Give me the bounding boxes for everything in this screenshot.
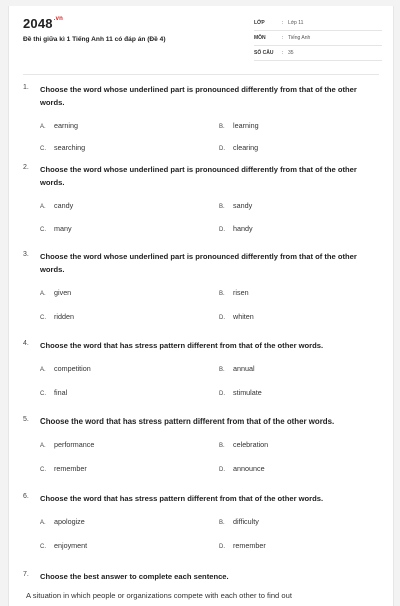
question-number: 1. bbox=[23, 84, 29, 91]
option-text: enjoyment bbox=[54, 541, 88, 550]
option-d[interactable] bbox=[219, 143, 258, 152]
option-b[interactable] bbox=[219, 121, 259, 130]
option-text: competition bbox=[54, 364, 91, 373]
option-d[interactable] bbox=[219, 541, 266, 550]
option-c[interactable] bbox=[40, 312, 74, 321]
question-text: Choose the word that has stress pattern different from that of the other words. bbox=[40, 341, 324, 350]
option-letter: B. bbox=[219, 124, 225, 130]
exam-meta bbox=[254, 16, 382, 61]
option-text: candy bbox=[54, 201, 74, 210]
option-letter: C. bbox=[40, 227, 46, 233]
exam-title: Đề thi giữa kì 1 Tiếng Anh 11 có đáp án (Đề 4) bbox=[23, 36, 166, 43]
header-divider bbox=[23, 74, 379, 75]
option-text: many bbox=[54, 224, 72, 233]
meta-count-row bbox=[254, 46, 382, 61]
option-b[interactable] bbox=[219, 364, 255, 373]
option-text: earning bbox=[54, 121, 78, 130]
option-text: celebration bbox=[233, 440, 269, 449]
option-a[interactable] bbox=[40, 440, 94, 449]
option-b[interactable] bbox=[219, 288, 249, 297]
option-text: final bbox=[54, 388, 68, 397]
option-letter: C. bbox=[40, 391, 46, 397]
meta-label: LỚP bbox=[254, 20, 265, 26]
option-text: stimulate bbox=[233, 388, 262, 397]
option-a[interactable] bbox=[40, 201, 73, 210]
question-text: Choose the word that has stress pattern different from that of the other words. bbox=[40, 417, 335, 426]
option-b[interactable] bbox=[219, 201, 252, 210]
option-letter: D. bbox=[219, 227, 225, 233]
option-a[interactable] bbox=[40, 121, 78, 130]
option-text: difficulty bbox=[233, 517, 259, 526]
option-c[interactable] bbox=[40, 388, 67, 397]
meta-subject-row bbox=[254, 31, 382, 46]
option-d[interactable] bbox=[219, 464, 265, 473]
option-letter: D. bbox=[219, 391, 225, 397]
option-text: given bbox=[54, 288, 72, 297]
option-letter: D. bbox=[219, 146, 225, 152]
option-d[interactable] bbox=[219, 388, 262, 397]
option-letter: D. bbox=[219, 544, 225, 550]
option-letter: A. bbox=[40, 124, 46, 130]
question-text: Choose the word that has stress pattern different from that of the other words. bbox=[40, 494, 324, 503]
exam-header bbox=[9, 6, 393, 68]
question-text: Choose the word whose underlined part is pronounced differently from that of the other words. bbox=[40, 165, 357, 187]
option-text: performance bbox=[54, 440, 95, 449]
option-text: remember bbox=[233, 541, 266, 550]
option-text: learning bbox=[233, 121, 259, 130]
option-letter: B. bbox=[219, 367, 225, 373]
option-text: whiten bbox=[233, 312, 254, 321]
option-text: apologize bbox=[54, 517, 85, 526]
option-letter: C. bbox=[40, 544, 46, 550]
exam-sheet bbox=[8, 6, 394, 606]
question-number: 7. bbox=[23, 571, 29, 578]
option-text: handy bbox=[233, 224, 253, 233]
site-logo[interactable] bbox=[23, 16, 63, 31]
meta-colon: : bbox=[282, 20, 284, 26]
option-letter: D. bbox=[219, 315, 225, 321]
option-c[interactable] bbox=[40, 541, 87, 550]
option-text: searching bbox=[54, 143, 86, 152]
question-text: Choose the word whose underlined part is pronounced differently from that of the other words. bbox=[40, 252, 357, 274]
question-number: 4. bbox=[23, 340, 29, 347]
option-letter: A. bbox=[40, 520, 46, 526]
meta-colon: : bbox=[282, 35, 284, 41]
meta-label: SỐ CÂU bbox=[254, 50, 274, 56]
question-passage: A situation in which people or organizations compete with each other to find out bbox=[26, 591, 292, 600]
logo-text: 2048 bbox=[23, 16, 53, 31]
question-number: 6. bbox=[23, 493, 29, 500]
question-number: 5. bbox=[23, 416, 29, 423]
option-letter: C. bbox=[40, 315, 46, 321]
option-text: sandy bbox=[233, 201, 253, 210]
question-number: 2. bbox=[23, 164, 29, 171]
question-text: Choose the best answer to complete each sentence. bbox=[40, 572, 229, 581]
option-text: announce bbox=[233, 464, 265, 473]
meta-value: Tiếng Anh bbox=[288, 35, 311, 41]
option-letter: A. bbox=[40, 443, 46, 449]
option-b[interactable] bbox=[219, 517, 259, 526]
meta-label: MÔN bbox=[254, 35, 266, 41]
option-text: annual bbox=[233, 364, 255, 373]
option-letter: B. bbox=[219, 204, 225, 210]
option-letter: B. bbox=[219, 443, 225, 449]
option-letter: A. bbox=[40, 291, 46, 297]
option-letter: A. bbox=[40, 204, 46, 210]
option-letter: B. bbox=[219, 520, 225, 526]
meta-value: 35 bbox=[288, 50, 294, 56]
option-text: clearing bbox=[233, 143, 259, 152]
meta-class-row bbox=[254, 16, 382, 31]
option-letter: D. bbox=[219, 467, 225, 473]
option-text: remember bbox=[54, 464, 87, 473]
option-a[interactable] bbox=[40, 288, 71, 297]
option-c[interactable] bbox=[40, 464, 87, 473]
option-a[interactable] bbox=[40, 364, 91, 373]
question-number: 3. bbox=[23, 251, 29, 258]
option-letter: C. bbox=[40, 467, 46, 473]
option-c[interactable] bbox=[40, 224, 72, 233]
meta-value: Lớp 11 bbox=[288, 20, 304, 26]
option-letter: A. bbox=[40, 367, 46, 373]
option-c[interactable] bbox=[40, 143, 85, 152]
meta-colon: : bbox=[282, 50, 284, 56]
option-text: ridden bbox=[54, 312, 74, 321]
option-d[interactable] bbox=[219, 224, 253, 233]
question-text: Choose the word whose underlined part is pronounced differently from that of the other words. bbox=[40, 85, 357, 107]
option-b[interactable] bbox=[219, 440, 268, 449]
option-d[interactable] bbox=[219, 312, 254, 321]
option-a[interactable] bbox=[40, 517, 85, 526]
option-text: risen bbox=[233, 288, 249, 297]
option-letter: B. bbox=[219, 291, 225, 297]
option-letter: C. bbox=[40, 146, 46, 152]
logo-suffix: .vn bbox=[53, 16, 64, 22]
